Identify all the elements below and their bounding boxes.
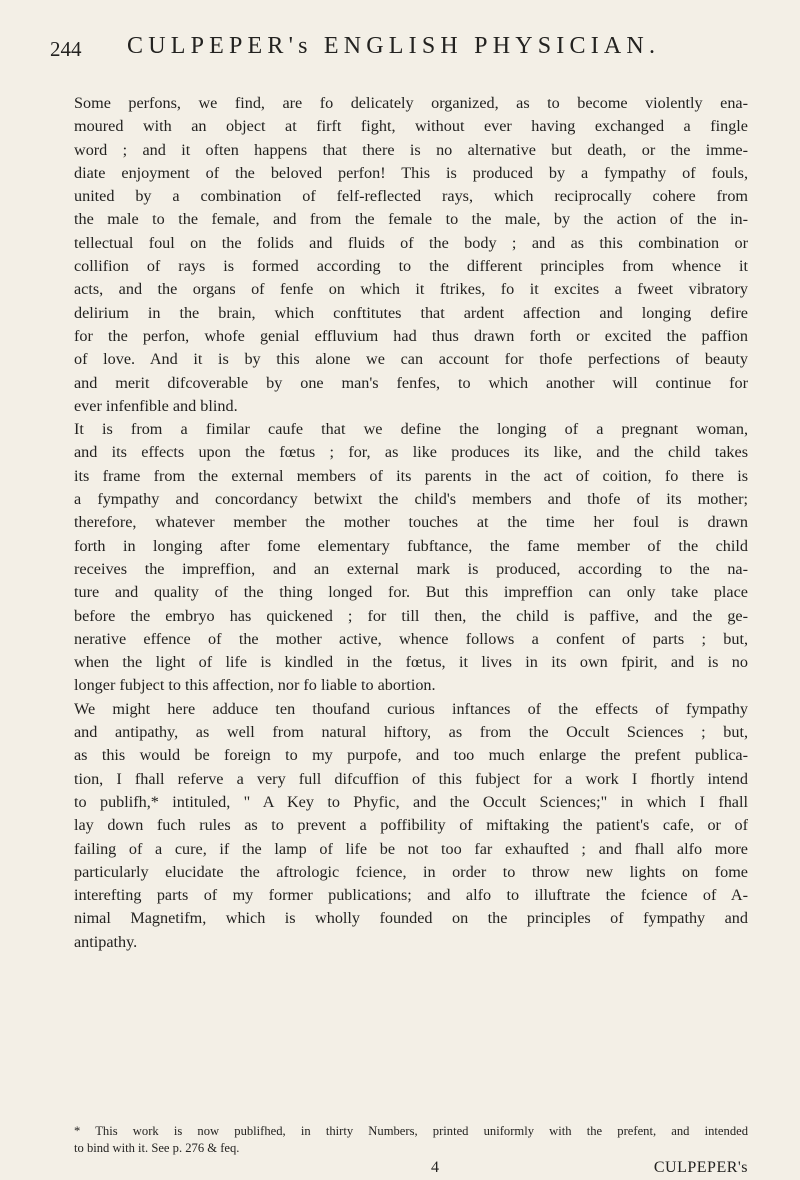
page-number: 244	[50, 37, 82, 61]
paragraph-2	[74, 418, 748, 698]
text-line: before the embryo has quickened ; for till then, the child is paffive, and the ge-	[74, 606, 748, 625]
body-text	[74, 92, 748, 954]
text-line: moured with an object at firft fight, without ever having exchanged a fingle	[74, 117, 748, 136]
signature-mark: 4	[431, 1159, 439, 1176]
text-line: of love. And it is by this alone we can account for thofe perfections of beauty	[74, 350, 748, 369]
text-line: lay down fuch rules as to prevent a poffibility of miftaking the patient's cafe, or of	[74, 816, 748, 835]
text-line: therefore, whatever member the mother touches at the time her foul is drawn	[74, 513, 748, 532]
text-line: acts, and the organs of fenfe on which it ftrikes, fo it excites a fweet vibratory	[74, 280, 748, 299]
running-title: CULPEPER's ENGLISH PHYSICIAN.	[127, 33, 661, 59]
text-line: We might here adduce ten thoufand curious inftances of the effects of fympathy	[74, 699, 748, 718]
catchword: CULPEPER's	[653, 1159, 748, 1176]
footnote	[74, 1123, 748, 1157]
text-line: when the light of life is kindled in the fœtus, it lives in its own fpirit, and is no	[74, 653, 748, 672]
text-line: interefting parts of my former publications; and alfo to illuftrate the fcience of A-	[74, 886, 748, 905]
paragraph-3	[74, 698, 748, 954]
text-line: delirium in the brain, which conftitutes that ardent affection and longing defire	[74, 303, 748, 322]
text-line: It is from a fimilar caufe that we define the longing of a pregnant woman,	[74, 420, 748, 439]
text-line: particularly elucidate the aftrologic fcience, in order to throw new lights on fome	[74, 862, 748, 881]
text-line: antipathy.	[74, 932, 138, 951]
text-line: receives the impreffion, and an external mark is produced, according to the na-	[74, 559, 748, 578]
text-line: and its effects upon the fœtus ; for, as like produces its like, and the child takes	[74, 443, 748, 462]
text-line: for the perfon, whofe genial effluvium had thus drawn forth or excited the paffion	[74, 326, 748, 345]
footnote-line: to bind with it. See p. 276 & feq.	[74, 1141, 240, 1155]
text-line: ever infenfible and blind.	[74, 396, 238, 415]
text-line: forth in longing after fome elementary fubftance, the fame member of the child	[74, 536, 748, 555]
text-line: the male to the female, and from the female to the male, by the action of the in-	[74, 210, 748, 229]
text-line: nerative effence of the mother active, whence follows a confent of parts ; but,	[74, 629, 748, 648]
text-line: as this would be foreign to my purpofe, and too much enlarge the prefent publica-	[74, 746, 748, 765]
text-line: failing of a cure, if the lamp of life be not too far exhaufted ; and fhall alfo more	[74, 839, 748, 858]
text-line: its frame from the external members of its parents in the act of coition, fo there is	[74, 466, 748, 485]
text-line: longer fubject to this affection, nor fo liable to abortion.	[74, 676, 436, 695]
text-line: collifion of rays is formed according to the different principles from whence it	[74, 257, 748, 276]
text-line: united by a combination of felf-reflected rays, which reciprocally cohere from	[74, 187, 748, 206]
footnote-line: * This work is now publifhed, in thirty Numbers, printed uniformly with the prefent, and intended	[74, 1124, 748, 1138]
text-line: tion, I fhall referve a very full difcuffion of this fubject for a work I fhortly intend	[74, 769, 748, 788]
text-line: diate enjoyment of the beloved perfon! This is produced by a fympathy of fouls,	[74, 163, 748, 182]
text-line: a fympathy and concordancy betwixt the child's members and thofe of its mother;	[74, 490, 748, 509]
text-line: word ; and it often happens that there is no alternative but death, or the imme-	[74, 140, 748, 159]
text-line: and merit difcoverable by one man's fenfes, to which another will continue for	[74, 373, 748, 392]
text-line: ture and quality of the thing longed for. But this impreffion can only take place	[74, 583, 748, 602]
text-line: tellectual foul on the folids and fluids of the body ; and as this combination or	[74, 233, 748, 252]
page-footer	[74, 1159, 748, 1179]
text-line: to publifh,* intituled, " A Key to Phyfic, and the Occult Sciences;" in which I fhall	[74, 792, 748, 811]
page-header	[50, 33, 760, 67]
text-line: Some perfons, we find, are fo delicately organized, as to become violently ena-	[74, 94, 748, 112]
text-line: and antipathy, as well from natural hiftory, as from the Occult Sciences ; but,	[74, 723, 748, 742]
text-line: nimal Magnetifm, which is wholly founded on the principles of fympathy and	[74, 909, 748, 928]
paragraph-1	[74, 92, 748, 418]
